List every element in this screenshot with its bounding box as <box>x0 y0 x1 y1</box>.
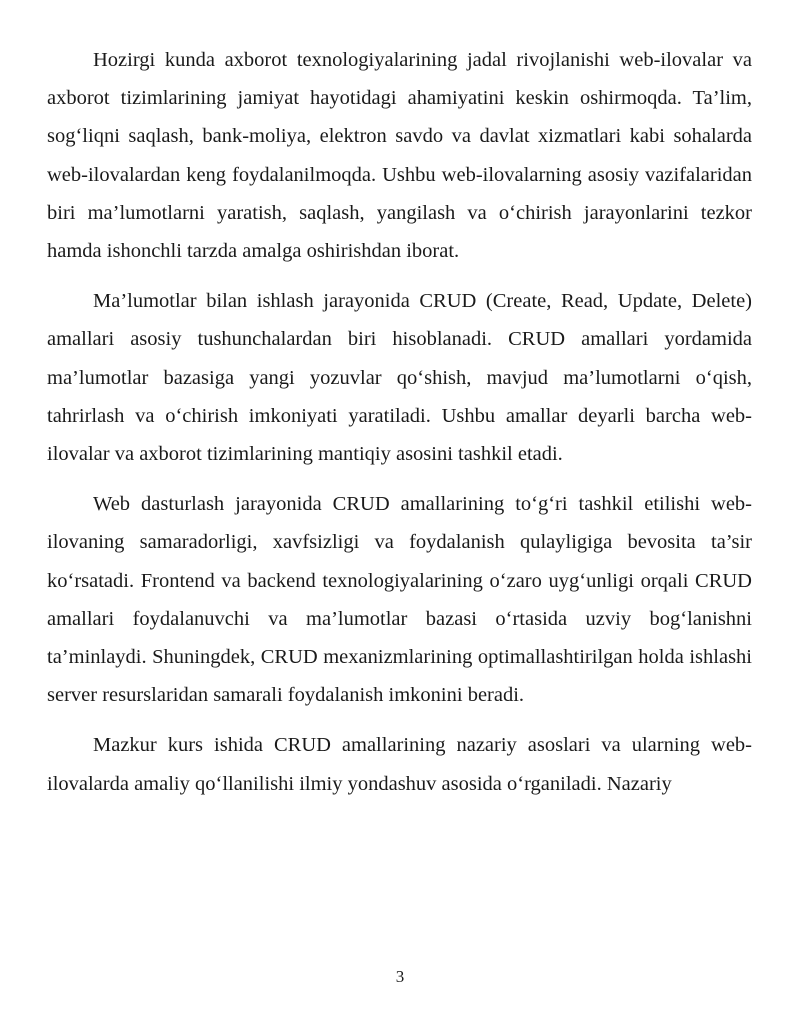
paragraph: Hozirgi kunda axborot texnologiyalarining jadal rivojlanishi web-ilovalar va axborot tizimlarining jamiyat hayotidagi ahamiyatini keskin oshirmoqda. Ta’lim, sog‘liqni saqlash, bank-moliya, elektron savdo va davlat xizmatlari kabi sohalarda web-ilovalardan keng foydalanilmoqda. Ushbu web-ilovalarning asosiy vazifalaridan biri ma’lumotlarni yaratish, saqlash, yangilash va o‘chirish jarayonlarini tezkor hamda ishonchli tarzda amalga oshirishdan iborat. <box>47 49 752 263</box>
paragraph: Mazkur kurs ishida CRUD amallarining nazariy asoslari va ularning web-ilovalarda amaliy qo‘llanilishi ilmiy yondashuv asosida o‘rganiladi. Nazariy <box>47 734 752 795</box>
paragraph: Web dasturlash jarayonida CRUD amallarining to‘g‘ri tashkil etilishi web-ilovaning samaradorligi, xavfsizligi va foydalanish qulayligiga bevosita ta’sir ko‘rsatadi. Frontend va backend texnologiyalarining o‘zaro uyg‘unligi orqali CRUD amallari foydalanuvchi va ma’lumotlar bazasi o‘rtasida uzviy bog‘lanishni ta’minlaydi. Shuningdek, CRUD mexanizmlarining optimallashtirilgan holda ishlashi server resurslaridan samarali foydalanish imkonini beradi. <box>47 493 752 707</box>
document-body <box>47 41 752 815</box>
page-number: 3 <box>395 967 405 986</box>
paragraph: Ma’lumotlar bilan ishlash jarayonida CRUD (Create, Read, Update, Delete) amallari asosiy tushunchalardan biri hisoblanadi. CRUD amallari yordamida ma’lumotlar bazasiga yangi yozuvlar qo‘shish, mavjud ma’lumotlarni o‘qish, tahrirlash va o‘chirish imkoniyati yaratiladi. Ushbu amallar deyarli barcha web-ilovalar va axborot tizimlarining mantiqiy asosini tashkil etadi. <box>47 290 752 466</box>
